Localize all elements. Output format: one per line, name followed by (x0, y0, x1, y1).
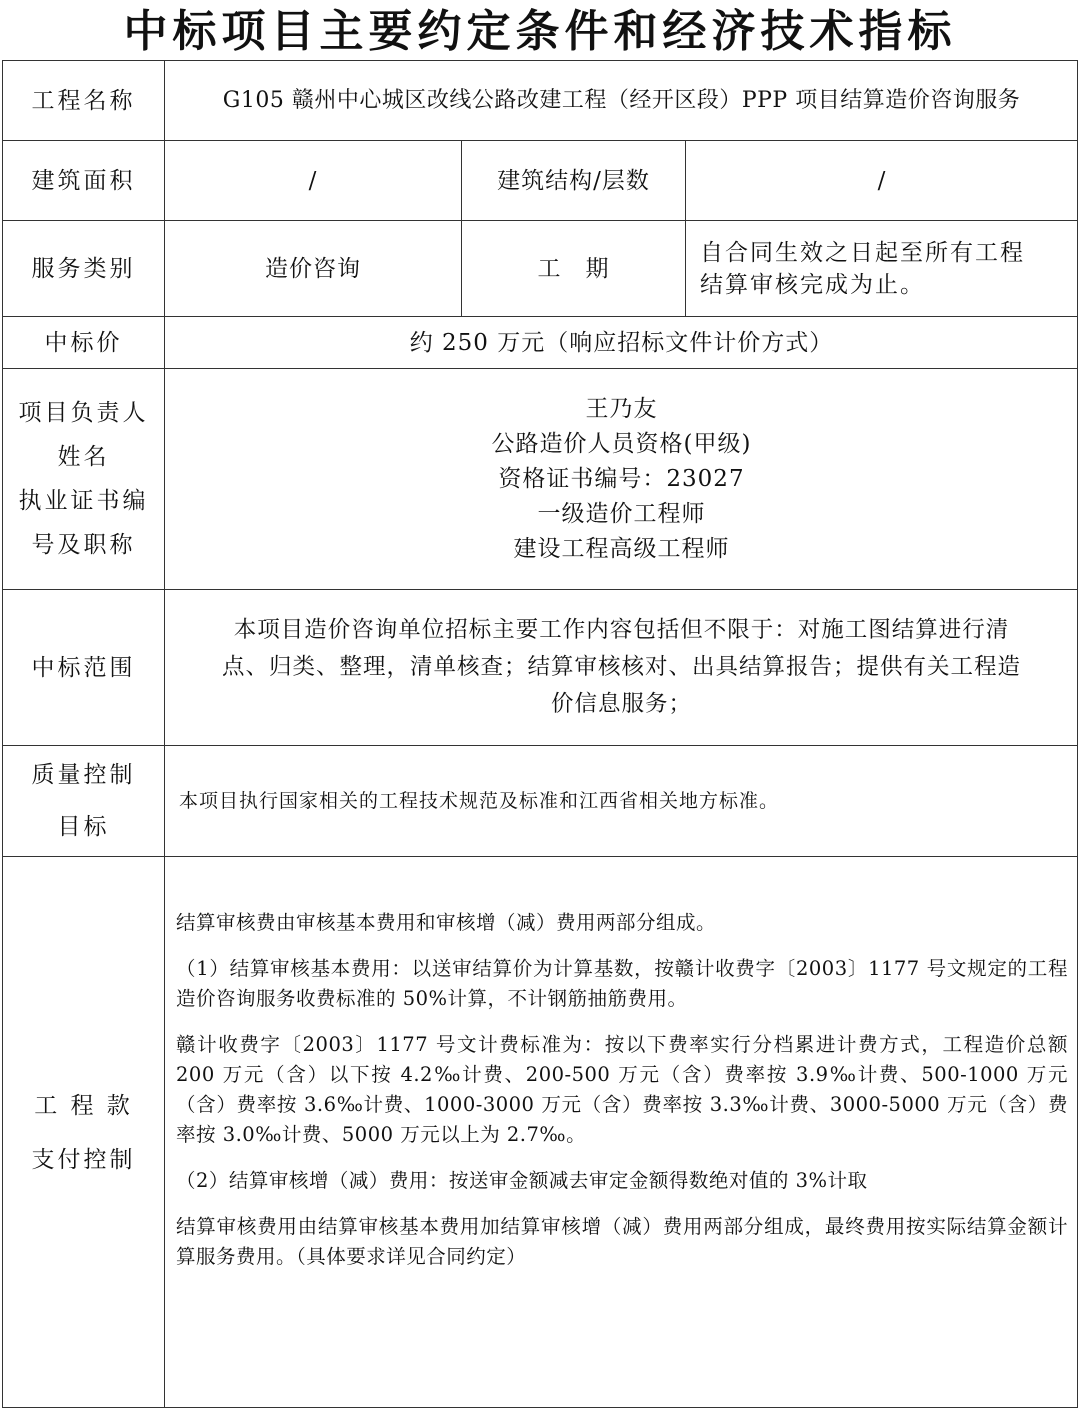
period-label (461, 220, 685, 316)
manager-label-line-1: 项目负责人 (18, 400, 149, 426)
service-type-label (2, 220, 164, 316)
manager-label (2, 368, 164, 589)
service-type-value-text: 造价咨询 (265, 255, 361, 282)
manager-title-2: 建设工程高级工程师 (513, 535, 730, 562)
bid-price-label-text: 中标价 (44, 329, 123, 356)
scope-line-3: 价信息服务； (550, 691, 692, 717)
quality-value-text: 本项目执行国家相关的工程技术规范及标准和江西省相关地方标准。 (179, 790, 780, 812)
period-label-text: 工 期 (537, 255, 610, 282)
quality-label-line-2: 目标 (57, 814, 110, 840)
building-area-value (164, 140, 461, 220)
project-name-label (2, 60, 164, 140)
building-structure-label-text: 建筑结构/层数 (497, 167, 650, 194)
bid-price-label (2, 316, 164, 368)
project-name-label-text: 工程名称 (31, 87, 136, 114)
manager-value (164, 368, 1078, 589)
payment-paragraph-3: 赣计收费字〔2003〕1177 号文计费标准为：按以下费率实行分档累进计费方式，工程造价总额 200 万元（含）以下按 4.2‰计费、200-500 万元（含）费率按 3.9‰计费、500-1000 万元（含）费率按 3.6‰计费、1000-3000 万元（含）费率按 3.3‰计费、3000-5000 万元（含）费率按 3.0‰计费、5000 万元以上为 2.7‰。 (176, 1033, 1068, 1146)
scope-label-text: 中标范围 (31, 654, 136, 681)
building-area-value-text: / (308, 167, 318, 194)
building-area-label (2, 140, 164, 220)
quality-value (164, 745, 1078, 856)
building-structure-value-text: / (877, 167, 887, 194)
manager-certificate-no: 资格证书编号：23027 (498, 465, 745, 492)
payment-paragraph-1: 结算审核费由审核基本费用和审核增（减）费用两部分组成。 (176, 911, 717, 934)
building-structure-value (685, 140, 1078, 220)
quality-label-line-1: 质量控制 (31, 762, 136, 788)
payment-label-line-1: 工 程 款 (34, 1092, 133, 1119)
manager-title-1: 一级造价工程师 (537, 500, 706, 527)
document-title: 中标项目主要约定条件和经济技术指标 (123, 6, 957, 57)
payment-paragraph-2: （1）结算审核基本费用：以送审结算价为计算基数，按赣计收费字〔2003〕1177 号文规定的工程造价咨询服务收费标准的 50%计算，不计钢筋抽筋费用。 (176, 957, 1068, 1010)
manager-label-line-3: 执业证书编 (18, 488, 149, 514)
payment-paragraph-5: 结算审核费用由结算审核基本费用加结算审核增（减）费用两部分组成，最终费用按实际结算金额计算服务费用。（具体要求详见合同约定） (176, 1215, 1068, 1268)
building-area-label-text: 建筑面积 (31, 167, 136, 194)
project-name-value (164, 60, 1078, 140)
payment-paragraph-4: （2）结算审核增（减）费用：按送审金额减去审定金额得数绝对值的 3%计取 (176, 1169, 868, 1192)
period-value (685, 220, 1078, 316)
period-line-2: 结算审核完成为止。 (700, 271, 925, 298)
payment-label-line-2: 支付控制 (31, 1146, 136, 1173)
payment-value (176, 908, 1068, 1288)
project-name-value-text: G105 赣州中心城区改线公路改建工程（经开区段）PPP 项目结算造价咨询服务 (222, 87, 1021, 113)
quality-label (2, 745, 164, 856)
building-structure-label (461, 140, 685, 220)
scope-value (164, 589, 1078, 745)
manager-label-line-4: 号及职称 (31, 532, 136, 558)
scope-line-2: 点、归类、整理，清单核查；结算审核核对、出具结算报告；提供有关工程造 (221, 654, 1021, 680)
payment-label (2, 856, 164, 1408)
bid-price-value (164, 316, 1078, 368)
scope-label (2, 589, 164, 745)
manager-label-line-2: 姓名 (57, 444, 110, 470)
period-line-1: 自合同生效之日起至所有工程 (700, 239, 1025, 266)
service-type-value (164, 220, 461, 316)
service-type-label-text: 服务类别 (31, 255, 136, 282)
bid-price-value-text: 约 250 万元（响应招标文件计价方式） (409, 329, 834, 356)
manager-name: 王乃友 (585, 395, 658, 422)
manager-qualification: 公路造价人员资格(甲级) (491, 430, 752, 457)
scope-line-1: 本项目造价咨询单位招标主要工作内容包括但不限于：对施工图结算进行清 (233, 617, 1010, 643)
